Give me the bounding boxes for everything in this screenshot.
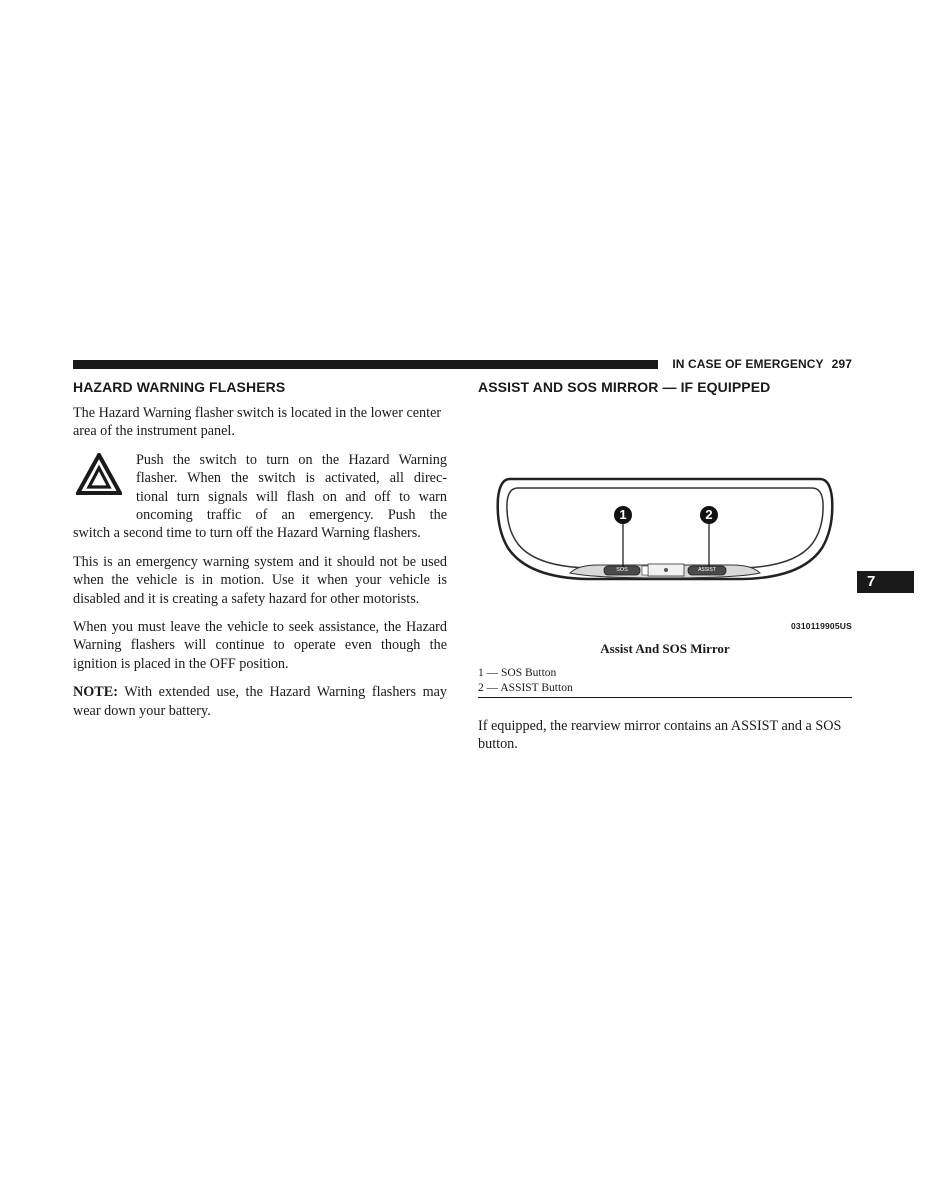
header-rule <box>73 360 658 369</box>
warning-line: tional turn signals will flash on and off to warn <box>136 488 447 505</box>
page-number: 297 <box>831 357 852 371</box>
callout-2-label: 2 <box>705 507 713 522</box>
note-paragraph <box>73 683 447 720</box>
hazard-intro-paragraph: The Hazard Warning flasher switch is located in the lower center area of the instrument panel. <box>73 405 442 440</box>
warning-line: Push the switch to turn on the Hazard Warning <box>136 451 447 468</box>
callout-1-label: 1 <box>619 507 627 522</box>
figure-code: 0310119905US <box>790 621 852 631</box>
emergency-system-paragraph: This is an emergency warning system and it should not be used when the vehicle is in motion. Use it when your vehicle is disabled and it is creating a safety hazard for other motorists. <box>73 553 447 607</box>
mirror-description-paragraph: If equipped, the rearview mirror contains an ASSIST and a SOS button. <box>478 718 842 753</box>
assist-button-label: ASSIST <box>698 567 716 573</box>
mirror-illustration <box>478 448 852 618</box>
hazard-switch-block <box>73 451 447 543</box>
running-header <box>666 357 852 371</box>
hazard-triangle-icon <box>76 453 122 495</box>
figure-legend <box>478 666 852 698</box>
leave-vehicle-paragraph: When you must leave the vehicle to seek assistance, the Hazard Warning flashers will continue to operate even though the ignition is placed in the OFF position. <box>73 619 447 672</box>
section-title: IN CASE OF EMERGENCY <box>672 357 824 371</box>
left-column <box>73 378 447 720</box>
assist-heading: ASSIST AND SOS MIRROR — IF EQUIPPED <box>478 379 771 395</box>
sos-button-label: SOS <box>616 567 628 573</box>
note-text: With extended use, the Hazard Warning flashers may wear down your battery. <box>73 684 447 719</box>
warning-line: oncoming traffic of an emergency. Push the <box>136 507 447 524</box>
mirror-figure <box>478 448 852 634</box>
chapter-tab: 7 <box>857 571 914 593</box>
note-label: NOTE: <box>73 684 118 701</box>
figure-caption: Assist And SOS Mirror <box>600 641 730 656</box>
right-column <box>478 378 852 396</box>
warning-line: flasher. When the switch is activated, all direc- <box>136 470 447 487</box>
legend-item: 2 — ASSIST Button <box>478 682 573 694</box>
hazard-heading: HAZARD WARNING FLASHERS <box>73 379 286 395</box>
legend-item: 1 — SOS Button <box>478 667 557 679</box>
warning-tail: switch a second time to turn off the Hazard Warning flashers. <box>73 525 421 542</box>
